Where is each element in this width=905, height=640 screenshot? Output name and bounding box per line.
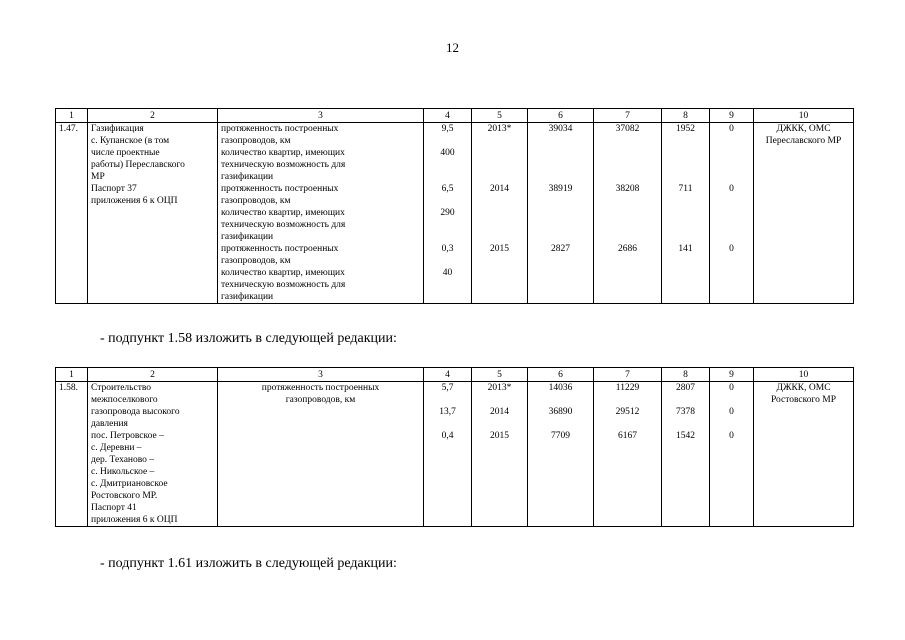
table-row bbox=[56, 382, 854, 527]
item-number: 1.47. bbox=[56, 123, 88, 304]
header-cell: 2 bbox=[88, 109, 218, 123]
header-cell: 7 bbox=[594, 109, 662, 123]
header-row bbox=[56, 109, 854, 123]
amount-cell: 0 0 0 bbox=[710, 123, 754, 304]
header-row bbox=[56, 368, 854, 382]
table-row bbox=[56, 123, 854, 304]
executor-cell: ДЖКК, ОМС Ростовского МР bbox=[754, 382, 854, 527]
instruction-text: - подпункт 1.58 изложить в следующей редакции: bbox=[100, 331, 397, 346]
header-cell: 8 bbox=[662, 109, 710, 123]
header-cell: 4 bbox=[424, 109, 472, 123]
header-cell: 7 bbox=[594, 368, 662, 382]
amount-cell: 14036 36890 7709 bbox=[528, 382, 594, 527]
amount-cell: 2807 7378 1542 bbox=[662, 382, 710, 527]
amount-cell: 1952 711 141 bbox=[662, 123, 710, 304]
header-cell: 1 bbox=[56, 109, 88, 123]
program-table-2 bbox=[55, 367, 854, 527]
item-name: Строительство межпоселкового газопровода высокого давления пос. Петровское – с. Деревни – дер. Теханово – с. Никольское – с. Дмитриановское Ростовского МР. Паспорт 41 приложения 6 к ОЦП bbox=[88, 382, 218, 527]
header-cell: 8 bbox=[662, 368, 710, 382]
header-cell: 6 bbox=[528, 368, 594, 382]
program-table-1 bbox=[55, 108, 854, 304]
header-cell: 3 bbox=[218, 109, 424, 123]
header-cell: 9 bbox=[710, 109, 754, 123]
amount-cell: 39034 38919 2827 bbox=[528, 123, 594, 304]
item-name: Газификация с. Купанское (в том числе проектные работы) Переславского МР Паспорт 37 приложения 6 к ОЦП bbox=[88, 123, 218, 304]
header-cell: 6 bbox=[528, 109, 594, 123]
instruction-text: - подпункт 1.61 изложить в следующей редакции: bbox=[100, 556, 397, 571]
header-cell: 9 bbox=[710, 368, 754, 382]
header-cell: 5 bbox=[472, 109, 528, 123]
header-cell: 4 bbox=[424, 368, 472, 382]
header-cell: 10 bbox=[754, 368, 854, 382]
year-cell: 2013* 2014 2015 bbox=[472, 382, 528, 527]
header-cell: 3 bbox=[218, 368, 424, 382]
amount-cell: 0 0 0 bbox=[710, 382, 754, 527]
amount-cell: 37082 38208 2686 bbox=[594, 123, 662, 304]
header-cell: 10 bbox=[754, 109, 854, 123]
value-cell: 9,5 400 6,5 290 0,3 40 bbox=[424, 123, 472, 304]
amount-cell: 11229 29512 6167 bbox=[594, 382, 662, 527]
header-cell: 5 bbox=[472, 368, 528, 382]
value-cell: 5,7 13,7 0,4 bbox=[424, 382, 472, 527]
indicator-cell: протяженность построенных газопроводов, км количество квартир, имеющих техническую возможность для газификации протяженность построенных газопроводов, км количество квартир, имеющих техническую возможность для газификации протяженность построенных газопроводов, км количество квартир, имеющих техническую возможность для газификации bbox=[218, 123, 424, 304]
page-number: 12 bbox=[446, 40, 459, 55]
header-cell: 2 bbox=[88, 368, 218, 382]
year-cell: 2013* 2014 2015 bbox=[472, 123, 528, 304]
indicator-cell: протяженность построенных газопроводов, км bbox=[218, 382, 424, 527]
header-cell: 1 bbox=[56, 368, 88, 382]
item-number: 1.58. bbox=[56, 382, 88, 527]
executor-cell: ДЖКК, ОМС Переславского МР bbox=[754, 123, 854, 304]
